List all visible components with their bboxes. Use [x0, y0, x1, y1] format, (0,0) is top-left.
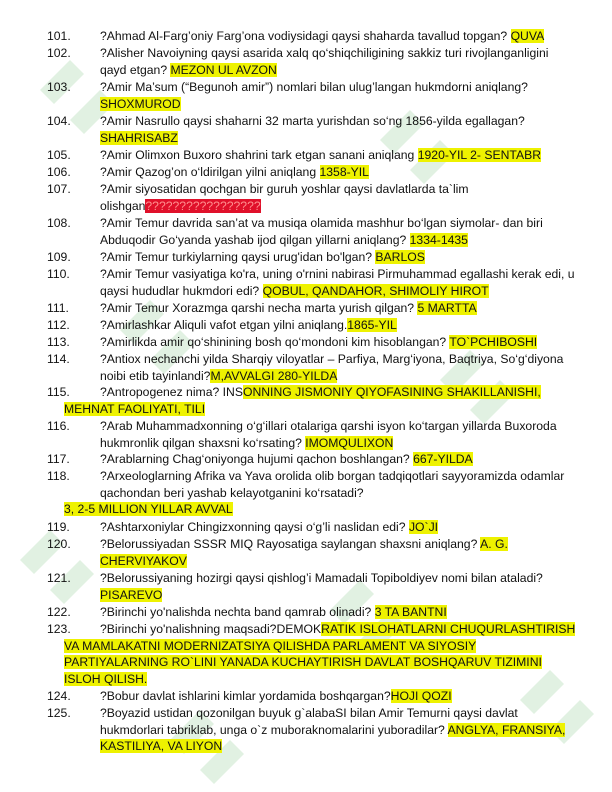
- question-text: ?Amir siyosatidan qochgan bir guruh yoshlar qaysi davlatlarda ta`lim olishgan: [100, 182, 469, 213]
- question-text: ?Amir Olimxon Buxoro shahrini tark etgan sanani aniqlang: [100, 148, 415, 162]
- question-text: ?Ashtarxoniylar Chingizxonning qaysi o‘g’li naslidan edi?: [100, 520, 406, 534]
- question-text: ?Amir Temur vasiyatiga ko'ra, uning o'rnini nabirasi Pirmuhammad egallashi kerak edi, u qaysi hududlar hukmdori edi?: [100, 267, 575, 298]
- answer-text: QUVA: [510, 29, 545, 43]
- question-text: ?Amirlashkar Aliquli vafot etgan yilni aniqlang.: [100, 318, 348, 332]
- answer-text: IMOMQULIXON: [305, 435, 394, 450]
- answer-text: 667-YILDA: [413, 452, 473, 466]
- answer-text: ?????????????????: [145, 198, 261, 213]
- question-text: ?Antropogenez nima? INS: [100, 385, 243, 399]
- answer-text: QOBUL, QANDAHOR, SHIMOLIY HIROT: [262, 283, 489, 298]
- question-text: ?Amir Temur Xorazmga qarshi necha marta yurish qilgan?: [100, 301, 415, 315]
- answer-text: JO`JI: [408, 520, 439, 534]
- question-text: ?Amir Nasrullo qaysi shaharni 32 marta yurishdan so‘ng 1856-yilda egallagan?: [100, 114, 525, 128]
- question-text: ?Antiox nechanchi yilda Sharqiy viloyatlar – Parfiya, Marg‘iyona, Baqtriya, So‘g‘diyona noibi etib tayinlandi?: [100, 352, 564, 383]
- question-text: ?Bobur davlat ishlarini kimlar yordamida boshqargan?: [100, 689, 391, 703]
- question-text: ?Birinchi yo'nalishning maqsadi?DEMOK: [100, 622, 322, 636]
- question-text: ?Arab Muhammadxonning o‘g‘illari otalariga qarshi isyon ko‘targan yillarda Buxoroda hukmronlik qilgan shaxsni ko‘rsating?: [100, 419, 557, 450]
- answer-text: SHAHRISABZ: [100, 130, 178, 145]
- answer-text: ANGLYA, FRANSIYA, KASTILIYA, VA LIYON: [100, 722, 566, 754]
- answer-text: 1865-YIL: [347, 318, 397, 332]
- answer-text: A. G. CHERVIYAKOV: [100, 537, 508, 568]
- answer-text: 5 MARTTA: [417, 301, 477, 315]
- answer-text: 1358-YIL: [319, 165, 369, 179]
- answer-text: 3 TA BANTNI: [374, 605, 447, 619]
- question-text: ?Amirlikda amir qo‘shinining bosh qo‘mondoni kim hisoblangan?: [100, 335, 447, 349]
- answer-text: MEZON UL AVZON: [170, 62, 277, 77]
- answer-text: 1920-YIL 2- SENTABR: [417, 148, 542, 162]
- answer-text: SHOXMUROD: [100, 96, 181, 111]
- question-text: ?Amir Temur davrida san’at va musiqa olamida mashhur bo‘lgan siymolar- dan biri Abduqodir Go‘yanda yashab ijod qilgan yillarni aniqlang?: [100, 216, 543, 247]
- answer-text: 1334-1435: [409, 232, 468, 247]
- answer-text: ONNING JISMONIY QIYOFASINING SHAKILLANISHI, M: [64, 385, 541, 416]
- answer-text: RATIK ISLOHATLARNI CHUQURLASHTIRISH VA MAMLAKATNI MODERNIZATSIYA QILISHDA PARLAMENT VA SIYOSIY PARTIYALARNING RO`LINI YANADA KUCHAYTIRISH DAVLAT BOSHQARUV TIZIMINI ISLOH QILISH.: [64, 622, 576, 686]
- question-text: ?Arxeologlarning Afrika va Yava orolida olib borgan tadqiqotlari sayyoramizda odamlar qachondan beri yashab kelayotganini ko‘rsatadi?: [100, 469, 565, 500]
- answer-text: TO`PCHIBOSHI: [449, 335, 538, 349]
- question-text: ?Alisher Navoiyning qaysi asarida xalq qo‘shiqchiligining sakkiz turi rivojlanganligini qayd etgan?: [100, 46, 549, 77]
- question-text: ?Amir Ma’sum (“Begunoh amir”) nomlari bilan ulug’langan hukmdorni aniqlang?: [100, 80, 528, 94]
- question-text: ?Arablarning Chag‘oniyonga hujumi qachon boshlangan?: [100, 452, 410, 466]
- answer-text: BARLOS: [375, 250, 425, 264]
- question-text: ?Amir Temur turkiylarning qaysi urug'idan bo'lgan?: [100, 250, 373, 264]
- question-text: ?Amir Qazog’on o‘ldirilgan yilni aniqlang: [100, 165, 317, 179]
- answer-text: M,AVVALGI 280-YILDA: [210, 368, 338, 383]
- question-text: ?Belorussiyaning hozirgi qaysi qishlog’i Mamadali Topiboldiyev nomi bilan ataladi?: [100, 571, 543, 585]
- answer-text: 3, 2-5 MILLION YILLAR AVVAL: [64, 502, 233, 516]
- answer-text: PISAREVO: [100, 587, 163, 602]
- question-text: ?Boyazid ustidan qozonilgan buyuk g`alabaSI bilan Amir Temurni qaysi davlat hukmdorlari tabriklab, unga o`z muboraknomalarini yuboradilar?: [100, 706, 518, 737]
- question-text: ?Belorussiyadan SSSR MIQ Rayosatiga saylangan shaxsni aniqlang?: [100, 537, 478, 551]
- answer-text-continued: EHNAT FAOLIYATI, TILI: [74, 401, 206, 416]
- question-text: ?Birinchi yo'nalishda nechta band qamrab olinadi?: [100, 605, 372, 619]
- answer-text: HOJI QOZI: [390, 689, 452, 703]
- question-text: ?Ahmad Al-Farg’oniy Farg’ona vodiysidagi qaysi shaharda tavallud topgan?: [100, 29, 508, 43]
